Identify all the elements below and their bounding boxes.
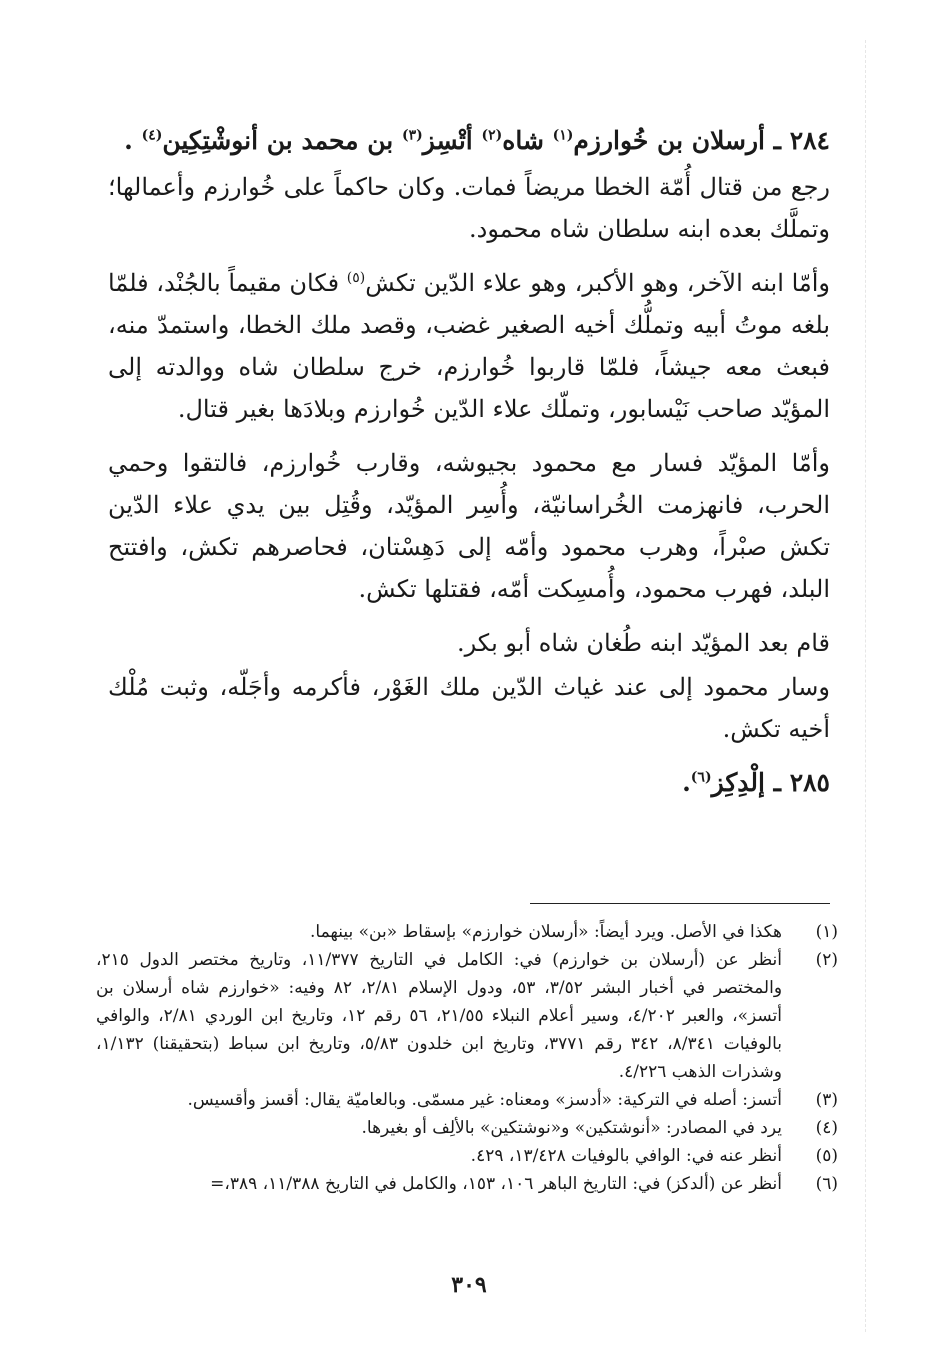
paragraph-2-start: وأمّا ابنه الآخر، وهو الأكبر، وهو علاء الدّين تكش — [365, 269, 830, 297]
entry-284-name-part1: ٢٨٤ ـ أرسلان بن خُوارزم — [573, 126, 830, 155]
footnote-text: أنظر عن (ألدكز) في: التاريخ الباهر ١٠٦، ١٥٣، والكامل في التاريخ ١١/٣٨٨، ٣٨٩،= — [210, 1174, 782, 1194]
footnote-number: (٤) — [815, 1118, 838, 1138]
entry-284-paragraph-1: رجع من قتال أُمّة الخطا مريضاً فمات. وكان حاكماً على خُوارزم وأعمالها؛ وتملَّك بعده ابنه سلطان شاه محمود. — [108, 173, 830, 243]
footnote-2 — [96, 946, 838, 1086]
footnote-number: (٥) — [815, 1146, 838, 1166]
entry-285-heading-end: . — [682, 768, 691, 797]
entry-284-heading — [108, 120, 830, 162]
footnotes — [96, 918, 838, 1198]
footnote-ref-2: (٢) — [481, 127, 503, 144]
entry-284-paragraph-2 — [108, 262, 830, 430]
footnote-ref-5: (٥) — [346, 270, 366, 286]
entry-284-name-part3: أتْسِز — [422, 126, 482, 155]
entry-284-name-part4: بن محمد بن أنوشْتِكِين — [162, 126, 402, 155]
footnote-5 — [96, 1142, 838, 1170]
footnote-separator — [530, 903, 830, 904]
footnote-ref-4: (٤) — [141, 127, 163, 144]
footnote-text: هكذا في الأصل. ويرد أيضاً: «أرسلان خوارزم» بإسقاط «بن» بينهما. — [310, 922, 782, 942]
footnote-ref-1: (١) — [552, 127, 574, 144]
footnote-number: (١) — [815, 922, 838, 942]
footnote-text: أنظر عنه في: الوافي بالوفيات ١٣/٤٢٨، ٤٢٩. — [470, 1146, 782, 1166]
entry-285-heading — [108, 762, 830, 804]
footnote-number: (٦) — [815, 1174, 838, 1194]
entry-284-heading-end: . — [124, 126, 142, 155]
footnote-6 — [96, 1170, 838, 1198]
main-text — [108, 120, 830, 808]
page-number: ٣٠٩ — [451, 1272, 487, 1298]
entry-284-paragraph-5: وسار محمود إلى عند غياث الدّين ملك الغَوْر، فأكرمه وأجَلّه، وثبت مُلْك أخيه تكش. — [108, 673, 830, 743]
footnote-text: أنظر عن (أرسلان بن خوارزم) في: الكامل في التاريخ ١١/٣٧٧، وتاريخ مختصر الدول ٢١٥، والمختصر في أخبار البشر ٣/٥٢، ٥٣، ودول الإسلام ٢/٨١، ٨٢ وفيه: «خوارزم شاه أرسلان بن أتسز»، والعبر ٤/٢٠٢، وسير أعلام النبلاء ٢١/٥٥، ٥٦ رقم ١٢، وتاريخ ابن الوردي ٢/٨١، والوافي بالوفيات ٨/٣٤١، ٣٤٢ رقم ٣٧٧١، وتاريخ ابن خلدون ٥/٨٣، وتاريخ ابن سباط (بتحقيقنا) ١/١٣٢، وشذرات الذهب ٤/٢٢٦. — [96, 950, 783, 1082]
footnote-text: أتسز: أصله في التركية: «أدسز» ومعناه: غير مسمّى. وبالعاميّة يقال: أقسز وأقسيس. — [187, 1090, 782, 1110]
footnote-ref-3: (٣) — [401, 127, 423, 144]
entry-284-paragraph-4: قام بعد المؤيّد ابنه طُغان شاه أبو بكر. — [456, 629, 830, 657]
footnote-number: (٢) — [815, 950, 838, 970]
entry-284-name-part2: شاه — [502, 126, 553, 155]
footnote-4 — [96, 1114, 838, 1142]
paragraph-2-rest: فكان مقيماً بالجُنْد، فلمّا بلغه موتُ أبيه وتملُّك أخيه الصغير غضب، وقصد ملك الخطا، واستمدّ منه، فبعث معه جيشاً، فلمّا قاربوا خُوارزم، خرج سلطان شاه ووالدته إلى المؤيّد صاحب نَيْسابور، وتملّك علاء الدّين خُوارزم وبلادَها بغير قتال. — [108, 269, 831, 423]
footnote-1 — [96, 918, 838, 946]
footnote-ref-6: (٦) — [690, 769, 712, 786]
entry-284-paragraph-3: وأمّا المؤيّد فسار مع محمود بجيوشه، وقارب خُوارزم، فالتقوا وحمي الحرب، فانهزمت الخُراسانيّة، وأُسِر المؤيّد، وقُتِل بين يدي علاء الدّين تكش صبْراً، وهرب محمود وأمّه إلى دَهِسْتان، فحاصرهم تكش، وافتتح البلد، فهرب محمود، وأُمسِكت أمّه، فقتلها تكش. — [108, 449, 830, 603]
footnote-3 — [96, 1086, 838, 1114]
footnote-number: (٣) — [815, 1090, 838, 1110]
entry-285-name: ٢٨٥ ـ إلْدِكِز — [711, 768, 830, 797]
footnote-text: يرد في المصادر: «أنوشتكين» و«نوشتكين» بالألِف أو بغيرها. — [361, 1118, 782, 1138]
scan-margin-line — [865, 40, 866, 1332]
